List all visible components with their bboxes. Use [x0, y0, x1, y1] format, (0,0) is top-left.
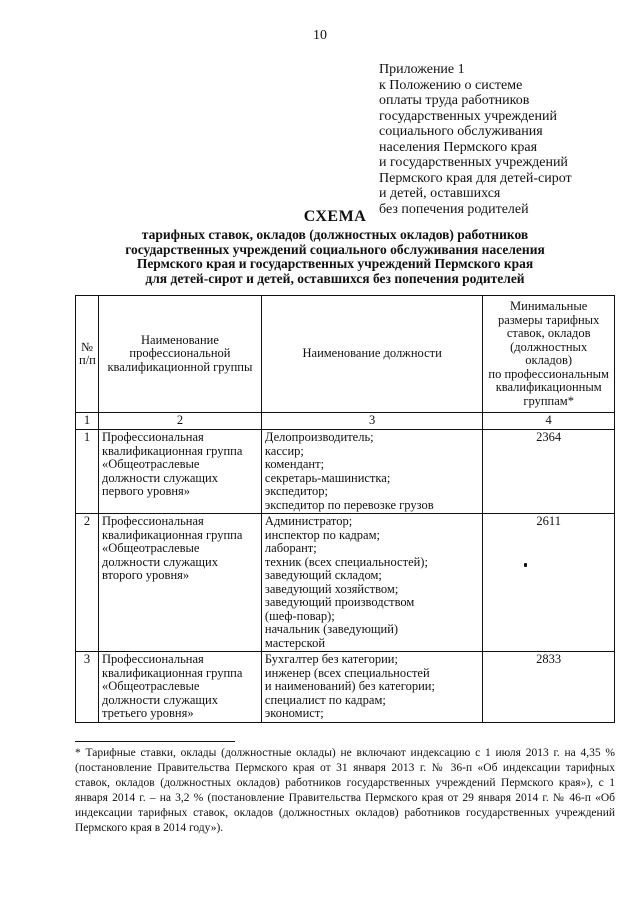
column-number: 3 — [261, 413, 482, 430]
appendix-line: Приложение 1 — [379, 62, 465, 77]
column-number: 2 — [98, 413, 261, 430]
appendix-line: без попечения родителей — [379, 201, 529, 217]
row-number: 1 — [76, 430, 99, 514]
header-group: Наименование профессиональной квалификационной группы — [98, 296, 261, 413]
salary-table — [75, 295, 615, 723]
subtitle-line: государственных учреждений социального обслуживания населения — [125, 241, 545, 257]
table-row — [76, 514, 615, 652]
appendix-line: Пермского края для детей-сирот — [379, 170, 572, 186]
table-header-row — [76, 296, 615, 413]
subtitle-line: для детей-сирот и детей, оставшихся без попечения родителей — [145, 270, 525, 286]
page-number: 10 — [313, 28, 327, 43]
subtitle-line: тарифных ставок, окладов (должностных окладов) работников — [141, 227, 529, 242]
appendix-note — [379, 62, 619, 217]
appendix-line: оплаты труда работников — [379, 93, 530, 108]
appendix-line: государственных учреждений — [379, 108, 557, 124]
qualification-group: Профессиональная квалификационная группа «Общеотраслевые должности служащих второго уровня» — [98, 514, 261, 652]
qualification-group: Профессиональная квалификационная группа «Общеотраслевые должности служащих первого уровня» — [98, 430, 261, 514]
appendix-line: и государственных учреждений — [379, 155, 568, 170]
positions-list: Бухгалтер без категории; инженер (всех специальностей и наименований) без категории; специалист по кадрам; экономист; — [261, 652, 482, 723]
minimum-salary: 2364 — [483, 430, 615, 514]
minimum-salary: 2611 — [483, 514, 615, 652]
minimum-salary: 2833 — [483, 652, 615, 723]
positions-list: Администратор; инспектор по кадрам; лаборант; техник (всех специальностей); заведующий складом; заведующий хозяйством; заведующий производством (шеф-повар); начальник (заведующий) мастерской — [261, 514, 482, 652]
row-number: 2 — [76, 514, 99, 652]
positions-list: Делопроизводитель; кассир; комендант; секретарь-машинистка; экспедитор; экспедитор по перевозке грузов — [261, 430, 482, 514]
subtitle-line: Пермского края и государственных учреждений Пермского края — [136, 256, 534, 271]
document-subtitle — [60, 228, 610, 286]
row-number: 3 — [76, 652, 99, 723]
appendix-line: населения Пермского края — [379, 139, 538, 155]
column-number: 1 — [76, 413, 99, 430]
header-no: № п/п — [76, 296, 99, 413]
appendix-line: социального обслуживания — [379, 124, 543, 139]
appendix-line: к Положению о системе — [379, 77, 523, 93]
header-position: Наименование должности — [261, 296, 482, 413]
scan-speck — [524, 563, 527, 567]
appendix-line: и детей, оставшихся — [379, 186, 501, 201]
column-number-row — [76, 413, 615, 430]
document-title: СХЕМА — [303, 208, 367, 225]
header-size: Минимальные размеры тарифных ставок, окладов (должностных окладов) по профессиональным квалификационным группам* — [483, 296, 615, 413]
column-number: 4 — [483, 413, 615, 430]
qualification-group: Профессиональная квалификационная группа «Общеотраслевые должности служащих третьего уровня» — [98, 652, 261, 723]
footnote: * Тарифные ставки, оклады (должностные оклады) не включают индексацию с 1 июля 2013 г. на 4,35 % (постановление Правительства Пермского края от 31 января 2013 г. № 36-п «Об индексации тарифных ставок, окладов (должностных окладов) работников государственных учреждений Пермского края»), с 1 января 2014 г. – на 3,2 % (постановление Правительства Пермского края от 29 января 2014 г. № 46-п «Об индексации тарифных ставок, окладов (должностных окладов) работников государственных учреждений Пермского края в 2014 году»). — [75, 747, 615, 834]
table-row — [76, 430, 615, 514]
footnote-divider — [75, 741, 235, 742]
table-row — [76, 652, 615, 723]
